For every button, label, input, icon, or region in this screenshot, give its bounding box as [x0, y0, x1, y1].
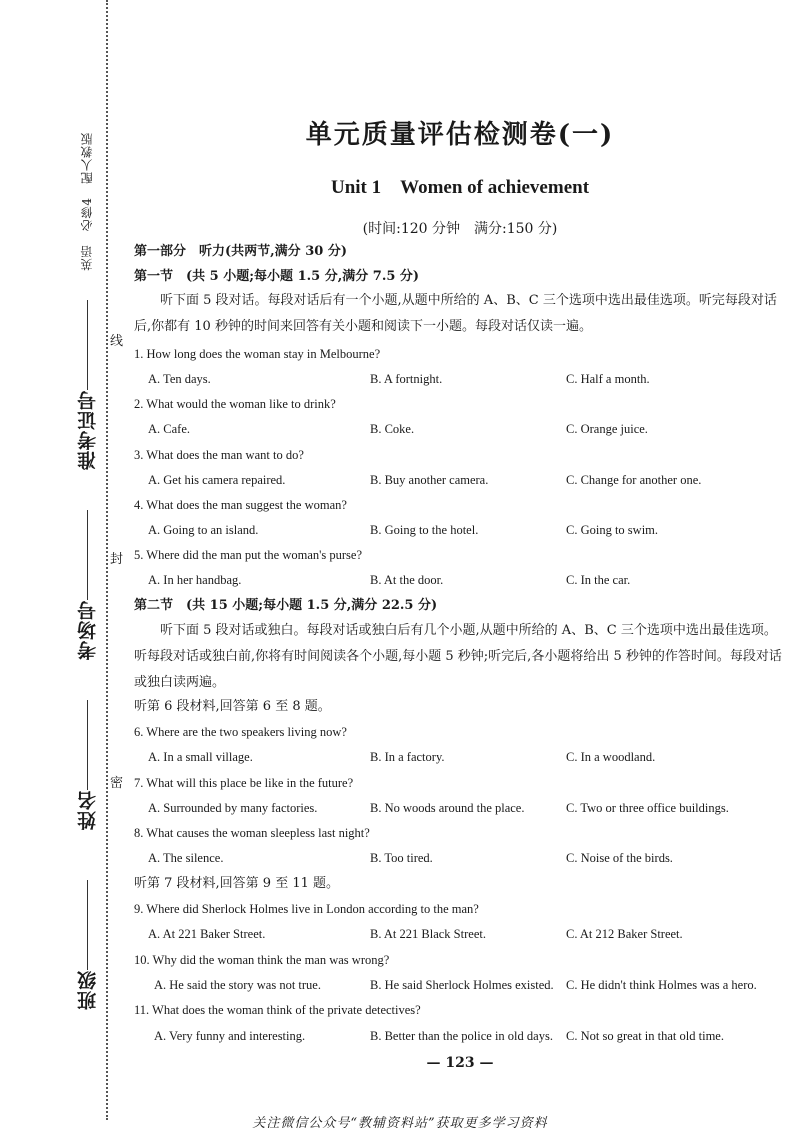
- part-one-heading: 第一部分 听力(共两节,满分 30 分): [134, 244, 347, 259]
- seal-mark-feng: 封: [110, 552, 124, 567]
- option-7b: B. No woods around the place.: [370, 801, 525, 815]
- question-1: 1. How long does the woman stay in Melbourne?: [134, 347, 381, 361]
- option-1b: B. A fortnight.: [370, 372, 443, 386]
- name-field: [74, 700, 101, 830]
- question-7: 7. What will this place be like in the future?: [134, 776, 354, 790]
- question-8: 8. What causes the woman sleepless last night?: [134, 826, 370, 840]
- material-6-note: 听第 6 段材料,回答第 6 至 8 题。: [134, 699, 331, 714]
- binding-margin: [0, 0, 124, 1138]
- option-1c: C. Half a month.: [566, 372, 650, 386]
- seal-mark-line: 线: [110, 334, 124, 349]
- section-one-instructions: 听下面 5 段对话。每段对话后有一个小题,从题中所给的 A、B、C 三个选项中选出最佳选项。听完每段对话后,你都有 10 秒钟的时间来回答有关小题和阅读下一小题。每段对话仅读一遍。: [134, 293, 777, 334]
- page-number: — 123 —: [426, 1055, 494, 1071]
- option-8a: A. The silence.: [148, 851, 224, 865]
- option-8c: C. Noise of the birds.: [566, 851, 673, 865]
- section-two-heading: 第二节 (共 15 小题;每小题 1.5 分,满分 22.5 分): [134, 598, 438, 613]
- option-10b: B. He said Sherlock Holmes existed.: [370, 978, 554, 992]
- class-field: [74, 880, 101, 1010]
- exam-id-field: [74, 300, 101, 470]
- option-11c: C. Not so great in that old time.: [566, 1029, 724, 1043]
- option-2c: C. Orange juice.: [566, 422, 648, 436]
- option-6b: B. In a factory.: [370, 750, 445, 764]
- unit-subtitle: Unit 1 Women of achievement: [330, 177, 590, 198]
- option-10c: C. He didn't think Holmes was a hero.: [566, 978, 757, 992]
- question-2: 2. What would the woman like to drink?: [134, 397, 336, 411]
- seal-mark-mi: 密: [110, 776, 124, 791]
- exam-room-label: 考场号: [77, 600, 99, 660]
- option-10a: A. He said the story was not true.: [154, 978, 321, 992]
- option-3a: A. Get his camera repaired.: [148, 473, 286, 487]
- question-3: 3. What does the man want to do?: [134, 448, 304, 462]
- question-9: 9. Where did Sherlock Holmes live in London according to the man?: [134, 902, 479, 916]
- option-9b: B. At 221 Black Street.: [370, 927, 486, 941]
- option-4c: C. Going to swim.: [566, 523, 659, 537]
- question-10: 10. Why did the woman think the man was wrong?: [134, 953, 390, 967]
- option-11a: A. Very funny and interesting.: [154, 1029, 306, 1043]
- binding-dotted-line: [106, 0, 108, 1120]
- option-8b: B. Too tired.: [370, 851, 433, 865]
- option-6a: A. In a small village.: [148, 750, 253, 764]
- page-title: 单元质量评估检测卷(一): [305, 120, 615, 150]
- footer-watermark: 关注微信公众号“教辅资料站”获取更多学习资料: [252, 1116, 548, 1131]
- option-2b: B. Coke.: [370, 422, 415, 436]
- question-4: 4. What does the man suggest the woman?: [134, 498, 347, 512]
- option-2a: A. Cafe.: [148, 422, 190, 436]
- option-3c: C. Change for another one.: [566, 473, 702, 487]
- option-11b: B. Better than the police in old days.: [370, 1029, 553, 1043]
- exam-room-field: [74, 510, 101, 660]
- exam-id-label: 准考证号: [77, 390, 99, 470]
- option-9c: C. At 212 Baker Street.: [566, 927, 683, 941]
- option-5c: C. In the car.: [566, 573, 631, 587]
- edition-label: 英语 必修4 配人教版: [80, 132, 94, 271]
- name-label: 姓名: [77, 790, 99, 830]
- time-and-score: (时间:120 分钟 满分:150 分): [362, 221, 558, 237]
- option-5a: A. In her handbag.: [148, 573, 242, 587]
- option-6c: C. In a woodland.: [566, 750, 656, 764]
- option-9a: A. At 221 Baker Street.: [148, 927, 266, 941]
- option-5b: B. At the door.: [370, 573, 444, 587]
- section-two-instructions: 听下面 5 段对话或独白。每段对话或独白后有几个小题,从题中所给的 A、B、C 三个选项中选出最佳选项。听每段对话或独白前,你将有时间阅读各个小题,每小题 5 秒钟;听完后,各小题将给出 5 秒钟的作答时间。每段对话或独白读两遍。: [134, 623, 782, 690]
- option-1a: A. Ten days.: [148, 372, 211, 386]
- option-7c: C. Two or three office buildings.: [566, 801, 729, 815]
- class-label: 班级: [77, 970, 99, 1010]
- option-7a: A. Surrounded by many factories.: [148, 801, 318, 815]
- question-11: 11. What does the woman think of the private detectives?: [134, 1003, 421, 1017]
- question-6: 6. Where are the two speakers living now?: [134, 725, 347, 739]
- option-4a: A. Going to an island.: [148, 523, 259, 537]
- question-5: 5. Where did the man put the woman's purse?: [134, 548, 363, 562]
- option-3b: B. Buy another camera.: [370, 473, 489, 487]
- material-7-note: 听第 7 段材料,回答第 9 至 11 题。: [134, 876, 340, 891]
- option-4b: B. Going to the hotel.: [370, 523, 479, 537]
- section-one-heading: 第一节 (共 5 小题;每小题 1.5 分,满分 7.5 分): [134, 269, 420, 284]
